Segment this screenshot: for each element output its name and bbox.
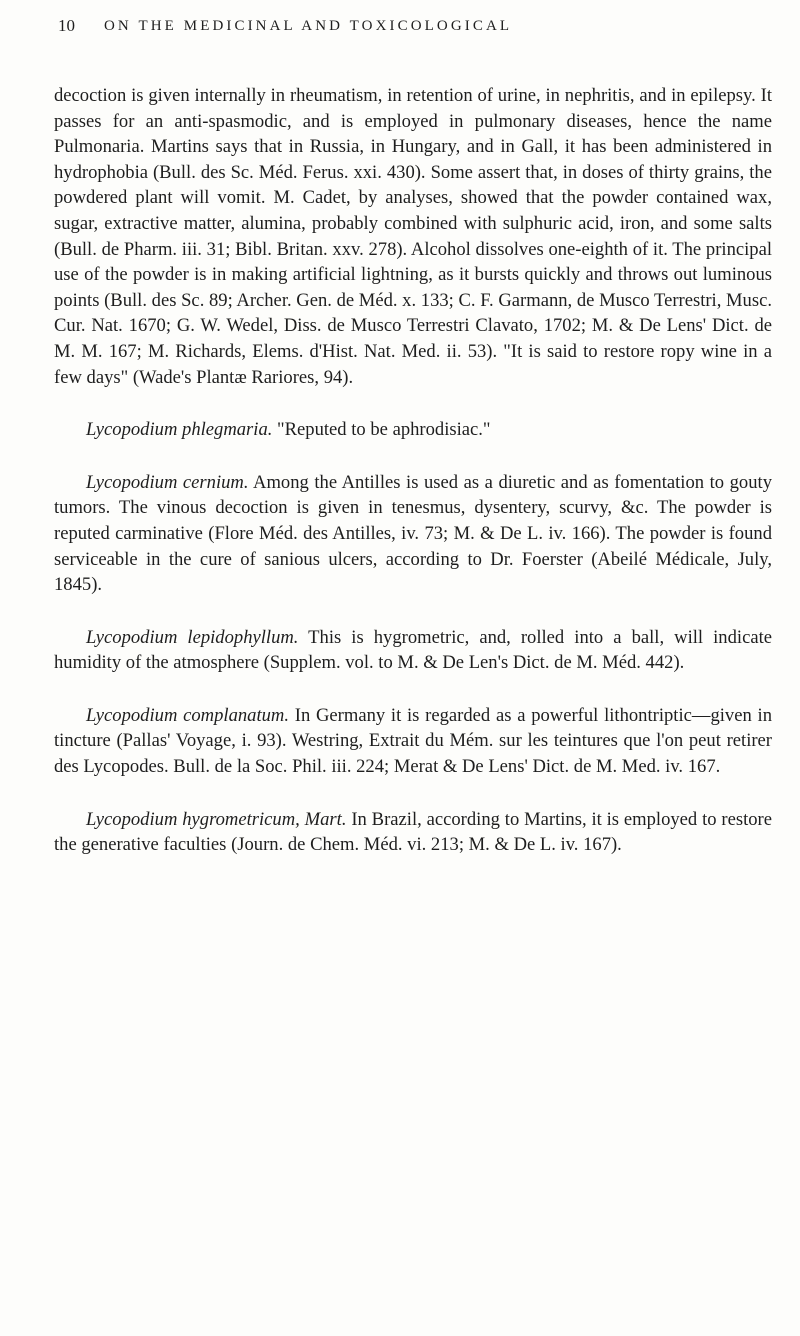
page-number: 10 bbox=[58, 16, 75, 35]
paragraph-text: In Brazil, according to Martins, it is employed to restore the generative faculties (Journ. de Chem. Méd. vi. 213; M. & De L. iv. 167). bbox=[54, 808, 772, 856]
running-head-title: ON THE MEDICINAL AND TOXICOLOGICAL bbox=[104, 18, 513, 34]
paragraph-lycopodium-complanatum bbox=[54, 703, 772, 780]
paragraph-lycopodium-phlegmaria bbox=[54, 417, 772, 443]
paragraph-text: decoction is given internally in rheumatism, in retention of urine, in nephritis, and in epilepsy. It passes for an anti-spasmodic, and is employed in pulmonary diseases, hence the name Pulmonaria. Martins says that in Russia, in Hungary, and in Gall, it has been administered in hydrophobia (Bull. des Sc. Méd. Ferus. xxi. 430). Some assert that, in doses of thirty grains, the powdered plant will vomit. M. Cadet, by analyses, showed that the powder contained wax, sugar, extractive matter, alumina, probably combined with sulphuric acid, iron, and some salts (Bull. de Pharm. iii. 31; Bibl. Britan. xxv. 278). Alcohol dissolves one-eighth of it. The principal use of the powder is in making artificial lightning, as it bursts quickly and throws out luminous points (Bull. des Sc. 89; Archer. Gen. de Méd. x. 133; C. F. Garmann, de Musco Terrestri, Musc. Cur. Nat. 1670; G. W. Wedel, Diss. de Musco Terrestri Clavato, 1702; M. & De Lens' Dict. de M. M. 167; M. Richards, Elems. d'Hist. Nat. Med. ii. 53). "It is said to restore ropy wine in a few days" (Wade's Plantæ Rariores, 94). bbox=[54, 85, 772, 388]
paragraph-lycopodium-lepidophyllum bbox=[54, 625, 772, 676]
paragraph-text: Among the Antilles is used as a diuretic and as fomentation to gouty tumors. The vinous decoction is given in tenesmus, dysentery, scurvy, &c. The powder is reputed carminative (Flore Méd. des Antilles, iv. 73; M. & De L. iv. 166). The powder is found serviceable in the cure of sanious ulcers, according to Dr. Foerster (Abeilé Médicale, July, 1845). bbox=[54, 471, 772, 596]
species-name: Lycopodium lepidophyllum. bbox=[86, 626, 299, 648]
paragraph-decoction-continuation bbox=[54, 83, 772, 390]
paragraph-text: "Reputed to be aphrodisiac." bbox=[272, 419, 491, 441]
species-name: Lycopodium hygrometricum, Mart. bbox=[86, 808, 347, 830]
running-head bbox=[58, 16, 778, 46]
paragraph-text: This is hygrometric, and, rolled into a ball, will indicate humidity of the atmosphere (Supplem. vol. to M. & De Len's Dict. de M. Méd. 442). bbox=[54, 626, 772, 674]
species-name: Lycopodium cernium. bbox=[86, 471, 249, 493]
species-name: Lycopodium phlegmaria. bbox=[86, 419, 273, 441]
body-text bbox=[54, 83, 772, 858]
species-name: Lycopodium complanatum. bbox=[86, 704, 289, 726]
paragraph-text: In Germany it is regarded as a powerful lithontriptic—given in tincture (Pallas' Voyage, i. 93). Westring, Extrait du Mém. sur les teintures que l'on peut retirer des Lycopodes. Bull. de la Soc. Phil. iii. 224; Merat & De Lens' Dict. de M. Med. iv. 167. bbox=[54, 704, 772, 778]
paragraph-lycopodium-cernium bbox=[54, 470, 772, 598]
paragraph-lycopodium-hygrometricum bbox=[54, 807, 772, 858]
